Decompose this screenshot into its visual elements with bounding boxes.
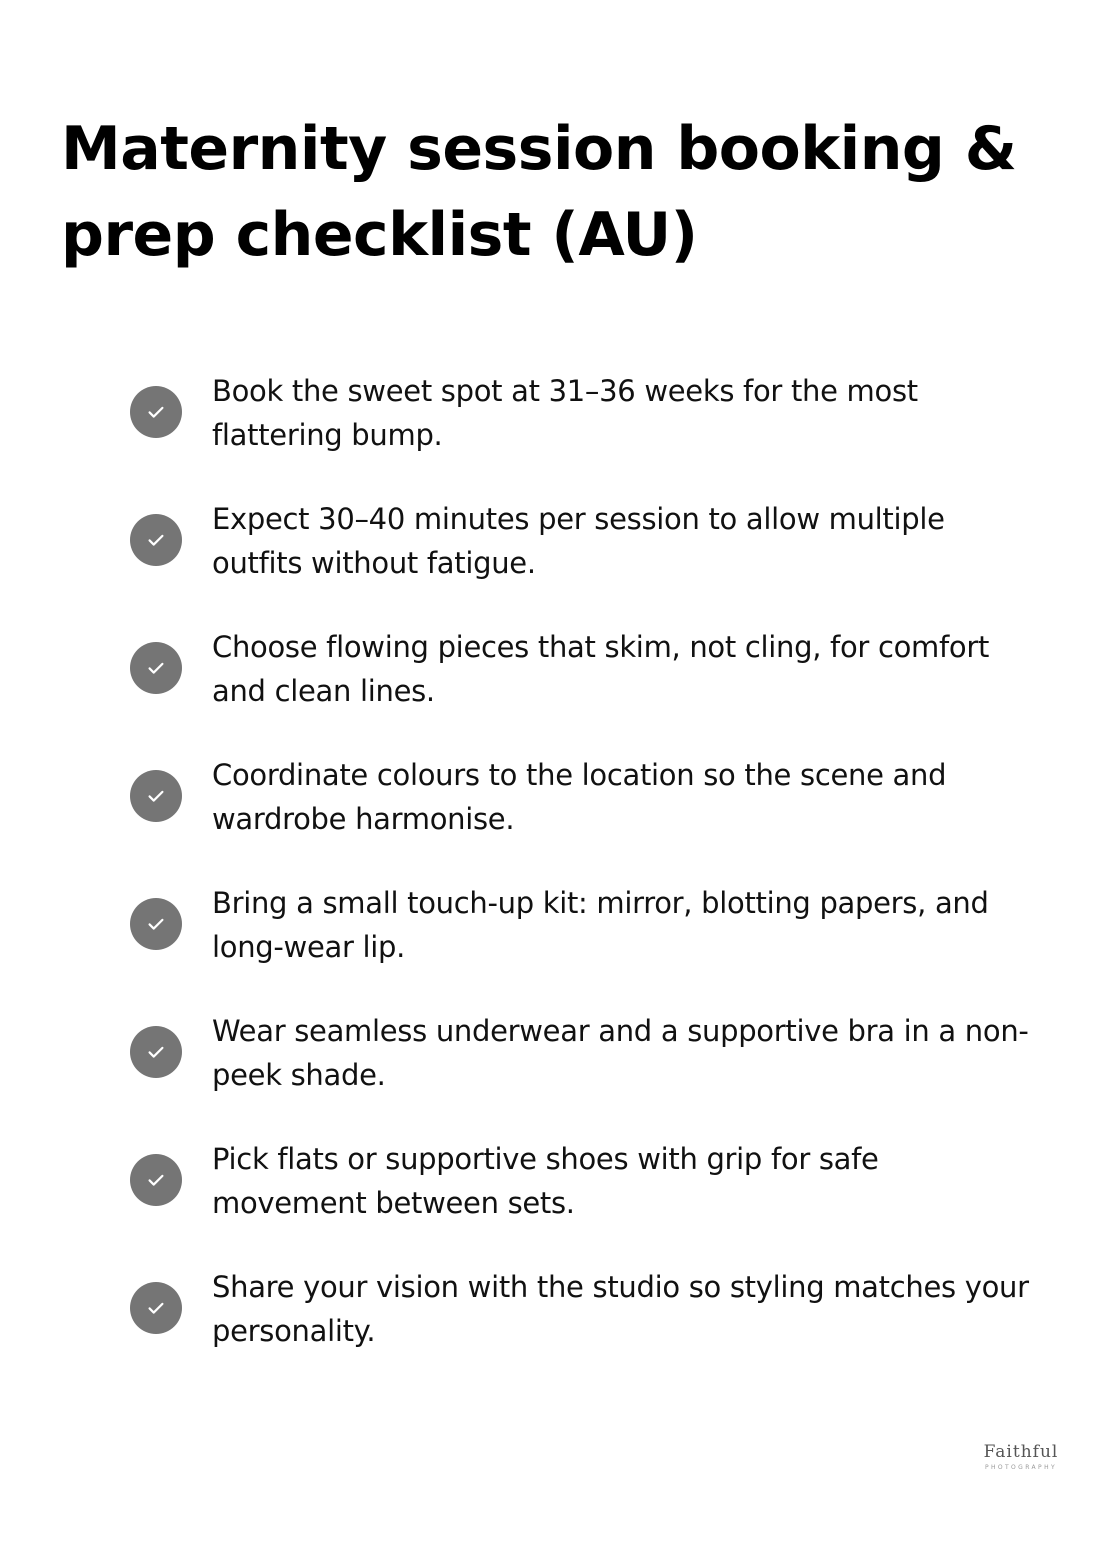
checklist-item [130,1136,1030,1264]
checklist-item [130,496,1030,624]
checklist-item-text: Wear seamless underwear and a supportive bra in a non-peek shade. [212,1014,1029,1092]
checklist-item-text: Choose flowing pieces that skim, not cling, for comfort and clean lines. [212,630,990,708]
brand-name: Faithful [983,1442,1059,1462]
checkmark-icon [130,1282,182,1334]
checklist-item [130,368,1030,496]
checklist-item-text: Book the sweet spot at 31–36 weeks for the most flattering bump. [212,374,918,452]
checkmark-icon [130,386,182,438]
checklist-item [130,1264,1030,1392]
checklist-item [130,752,1030,880]
checkmark-icon [130,770,182,822]
brand-logo [978,1442,1064,1472]
checkmark-icon [130,898,182,950]
checkmark-icon [130,514,182,566]
checklist-item-text: Bring a small touch-up kit: mirror, blotting papers, and long-wear lip. [212,886,989,964]
checkmark-icon [130,1154,182,1206]
checkmark-icon [130,1026,182,1078]
checklist-item-text: Share your vision with the studio so styling matches your personality. [212,1270,1029,1348]
brand-tagline: PHOTOGRAPHY [984,1464,1058,1471]
checklist-item [130,880,1030,1008]
page-title: Maternity session booking & prep checklist (AU) [61,114,1017,270]
checkmark-icon [130,642,182,694]
checklist-item [130,624,1030,752]
checklist-item-text: Pick flats or supportive shoes with grip for safe movement between sets. [212,1142,879,1220]
checklist-item-text: Expect 30–40 minutes per session to allow multiple outfits without fatigue. [212,502,945,580]
checklist-item-text: Coordinate colours to the location so the scene and wardrobe harmonise. [212,758,947,836]
checklist-item [130,1008,1030,1136]
checklist [130,368,1030,1392]
